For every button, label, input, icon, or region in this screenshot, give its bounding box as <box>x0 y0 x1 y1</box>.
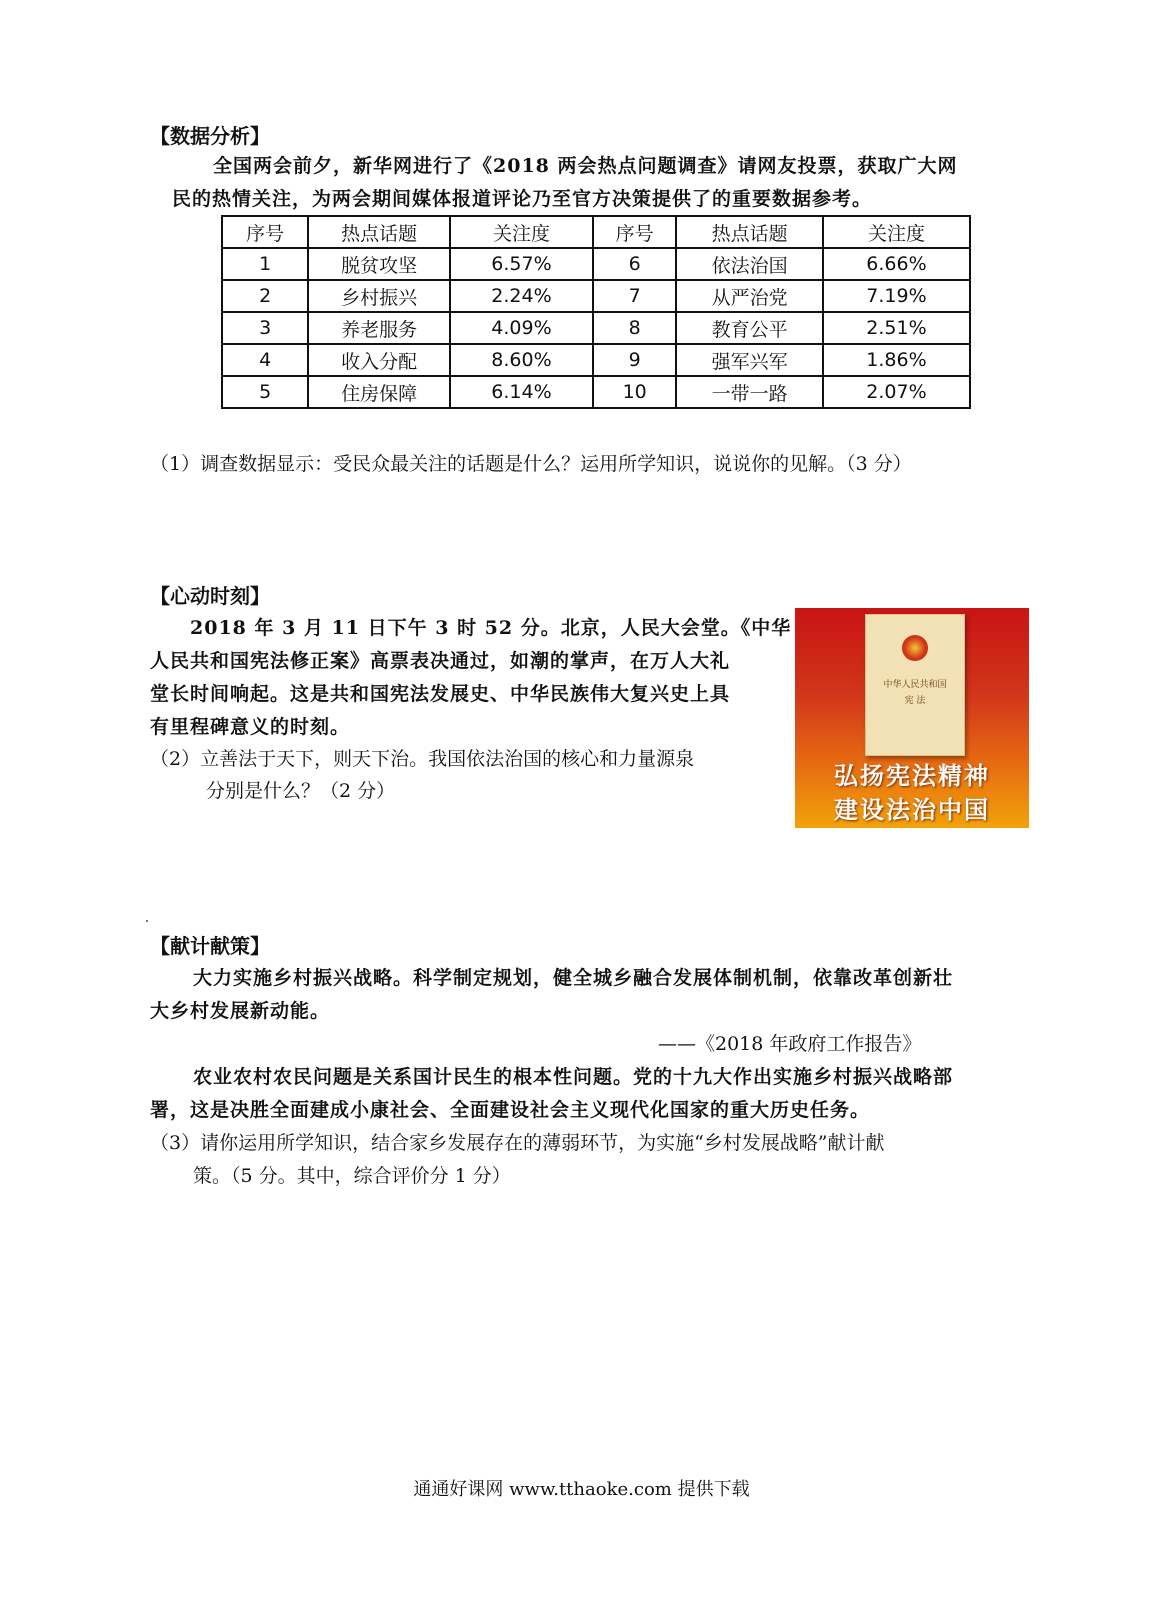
table-cell: 6.57% <box>450 248 593 280</box>
section-heading-data-analysis: 【数据分析】 <box>150 124 270 148</box>
book-title-line-1: 中华人民共和国 <box>883 680 947 690</box>
table-cell: 住房保障 <box>308 376 450 408</box>
section-heading-moving-moment: 【心动时刻】 <box>150 584 270 608</box>
intro-line-2: 民的热情关注，为两会期间媒体报道评论乃至官方决策提供了的重要数据参考。 <box>172 188 873 210</box>
table-row <box>222 280 970 312</box>
table-cell: 4 <box>222 344 308 376</box>
quote-line-1: 大力实施乡村振兴战略。科学制定规划，健全城乡融合发展体制机制，依靠改革创新壮 <box>193 967 954 989</box>
table-cell: 8.60% <box>450 344 593 376</box>
table-cell: 2.51% <box>823 312 970 344</box>
table-cell: 从严治党 <box>676 280 823 312</box>
table-row <box>222 248 970 280</box>
header-cell: 热点话题 <box>308 216 450 248</box>
table-cell: 养老服务 <box>308 312 450 344</box>
table-header-row <box>222 216 970 248</box>
table-cell: 5 <box>222 376 308 408</box>
question-2-line-1: （2）立善法于天下，则天下治。我国依法治国的核心和力量源泉 <box>150 748 695 770</box>
table-cell: 6 <box>593 248 676 280</box>
table-row <box>222 376 970 408</box>
moment-line-4: 有里程碑意义的时刻。 <box>150 716 351 738</box>
moment-line-1: 2018 年 3 月 11 日下午 3 时 52 分。北京，人民大会堂。《中华 <box>190 617 792 639</box>
table-cell: 3 <box>222 312 308 344</box>
quote-source: ——《2018 年政府工作报告》 <box>658 1033 922 1055</box>
table-cell: 强军兴军 <box>676 344 823 376</box>
issue-line-2: 署，这是决胜全面建成小康社会、全面建设社会主义现代化国家的重大历史任务。 <box>150 1099 871 1121</box>
intro-line-1: 全国两会前夕，新华网进行了《2018 两会热点问题调查》请网友投票，获取广大网 <box>213 155 958 177</box>
table-cell: 7 <box>593 280 676 312</box>
table-cell: 7.19% <box>823 280 970 312</box>
table-cell: 2 <box>222 280 308 312</box>
table-cell: 2.07% <box>823 376 970 408</box>
quote-line-2: 大乡村发展新动能。 <box>150 1000 331 1022</box>
constitution-book <box>865 614 965 756</box>
poster-slogan-1: 弘扬宪法精神 <box>834 762 990 790</box>
header-cell: 关注度 <box>450 216 593 248</box>
hot-topics-table <box>221 215 971 409</box>
poster-slogan-2: 建设法治中国 <box>834 796 990 824</box>
table-cell: 2.24% <box>450 280 593 312</box>
moment-line-3: 堂长时间响起。这是共和国宪法发展史、中华民族伟大复兴史上具 <box>150 683 731 705</box>
book-title-line-2: 宪 法 <box>904 696 926 706</box>
header-cell: 关注度 <box>823 216 970 248</box>
question-3-line-2: 策。（5 分。其中，综合评价分 1 分） <box>193 1165 511 1187</box>
table-cell: 6.14% <box>450 376 593 408</box>
table-cell: 依法治国 <box>676 248 823 280</box>
table-row <box>222 344 970 376</box>
table-cell: 1.86% <box>823 344 970 376</box>
table-cell: 收入分配 <box>308 344 450 376</box>
table-cell: 乡村振兴 <box>308 280 450 312</box>
table-cell: 8 <box>593 312 676 344</box>
constitution-poster <box>795 608 1029 828</box>
table-cell: 9 <box>593 344 676 376</box>
question-1: （1）调查数据显示：受民众最关注的话题是什么？运用所学知识，说说你的见解。（3 分） <box>150 453 912 475</box>
footer-credit: 通通好课网 www.tthaoke.com 提供下载 <box>413 1479 750 1500</box>
table-cell: 教育公平 <box>676 312 823 344</box>
national-emblem-icon <box>902 635 928 661</box>
header-cell: 序号 <box>222 216 308 248</box>
question-3-line-1: （3）请你运用所学知识，结合家乡发展存在的薄弱环节，为实施“乡村发展战略”献计献 <box>150 1132 885 1154</box>
table-cell: 6.66% <box>823 248 970 280</box>
section-heading-suggestions: 【献计献策】 <box>150 934 270 958</box>
table-cell: 1 <box>222 248 308 280</box>
issue-line-1: 农业农村农民问题是关系国计民生的根本性问题。党的十九大作出实施乡村振兴战略部 <box>193 1066 954 1088</box>
table-cell: 脱贫攻坚 <box>308 248 450 280</box>
question-2-line-2: 分别是什么？（2 分） <box>206 780 396 802</box>
table-row <box>222 312 970 344</box>
stray-dot <box>146 920 148 922</box>
table-cell: 10 <box>593 376 676 408</box>
table-cell: 4.09% <box>450 312 593 344</box>
header-cell: 序号 <box>593 216 676 248</box>
header-cell: 热点话题 <box>676 216 823 248</box>
moment-line-2: 人民共和国宪法修正案》高票表决通过，如潮的掌声，在万人大礼 <box>150 650 731 672</box>
table-cell: 一带一路 <box>676 376 823 408</box>
